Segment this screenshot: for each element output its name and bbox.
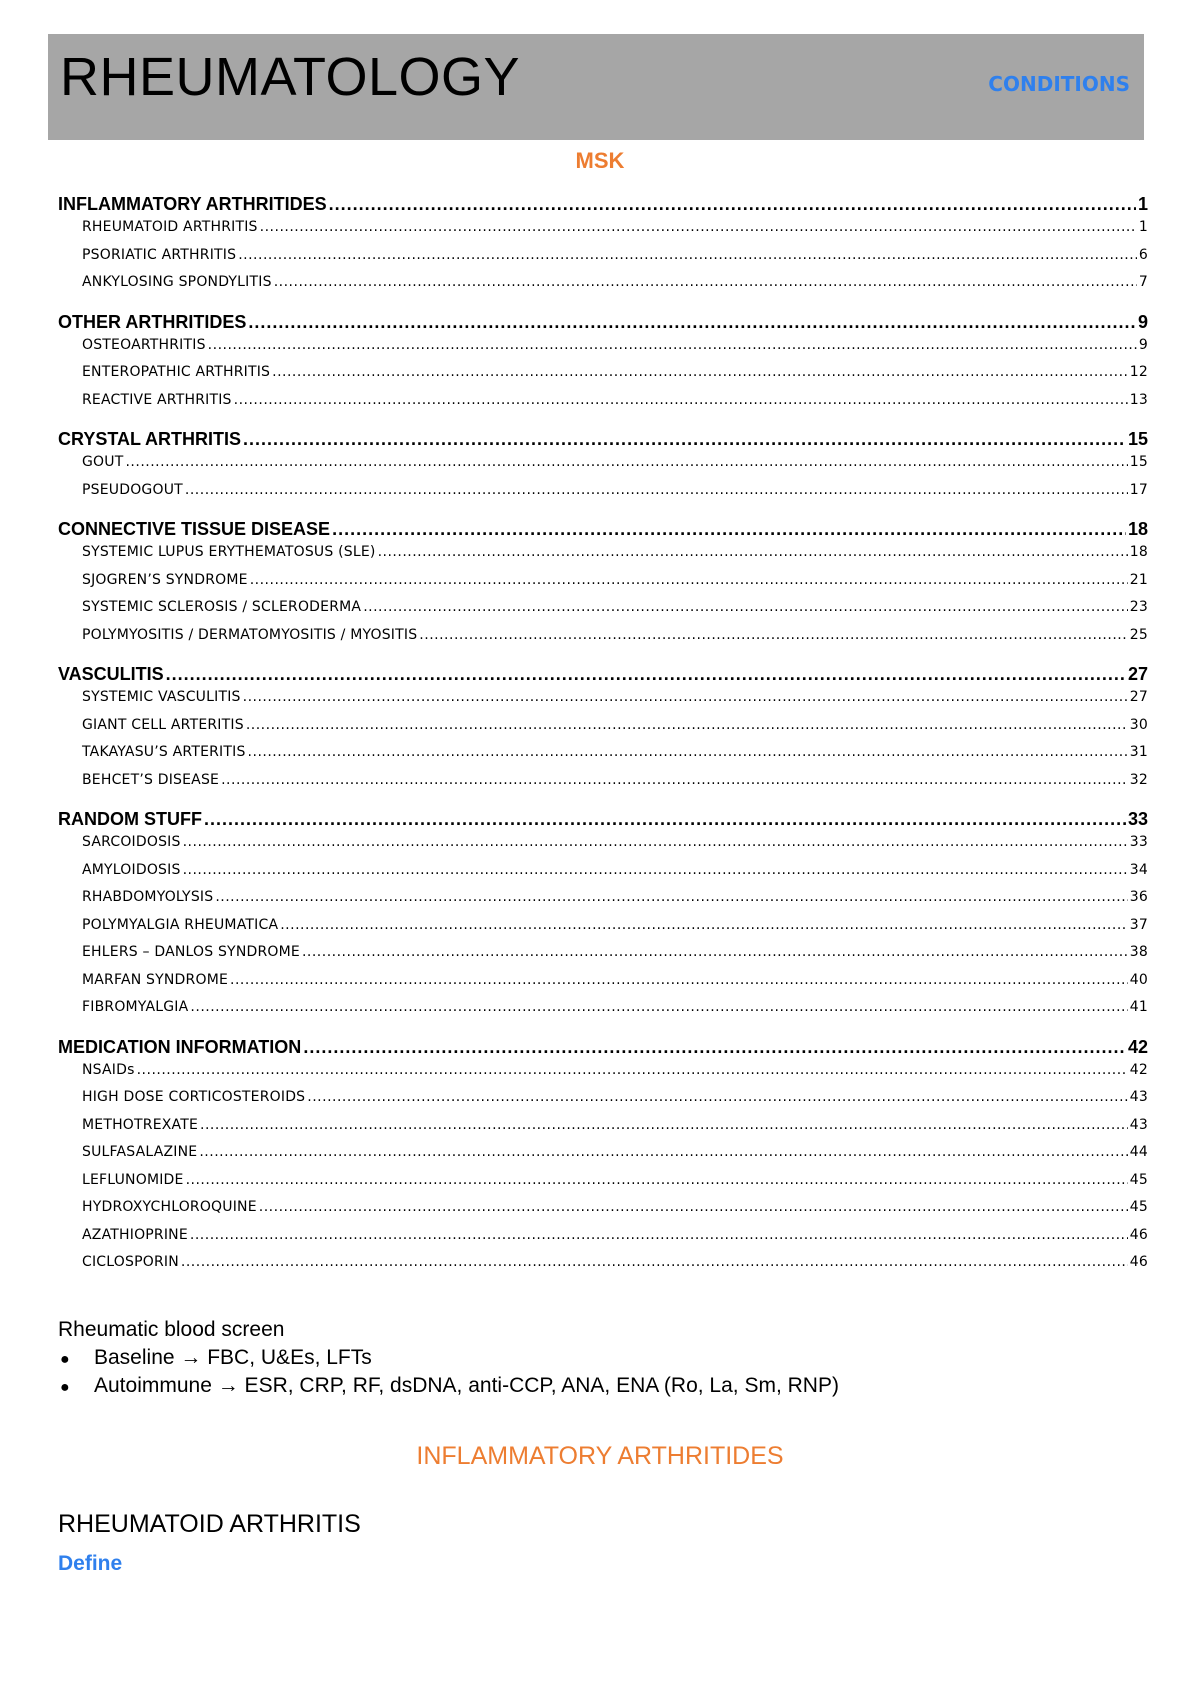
toc-section-entry[interactable] <box>58 312 1148 337</box>
toc-entry-page-number: 12 <box>1129 364 1148 380</box>
toc-entry-label: PSEUDOGOUT <box>82 481 183 498</box>
dot-leader <box>230 972 1128 988</box>
section-heading: INFLAMMATORY ARTHRITIDES <box>416 1442 784 1470</box>
toc-entry-label: GIANT CELL ARTERITIS <box>82 716 244 733</box>
toc-entry[interactable] <box>58 862 1148 890</box>
dot-leader <box>259 1199 1128 1215</box>
dot-leader <box>243 429 1126 450</box>
dot-leader <box>185 482 1128 498</box>
toc-entry-label: SULFASALAZINE <box>82 1144 198 1160</box>
toc-entry[interactable] <box>58 274 1148 302</box>
toc-group <box>58 664 1148 799</box>
toc-entry[interactable] <box>58 1089 1148 1117</box>
toc-section-entry-label: CRYSTAL ARTHRITIS <box>58 429 241 449</box>
toc-entry[interactable] <box>58 689 1148 717</box>
toc-entry[interactable] <box>58 627 1148 655</box>
toc-group <box>58 1037 1148 1282</box>
toc-entry[interactable] <box>58 219 1148 247</box>
toc-entry-label: ENTEROPATHIC ARTHRITIS <box>82 364 271 380</box>
list-item-text: Baseline → FBC, U&Es, LFTs <box>94 1346 372 1369</box>
toc-section-entry-label: OTHER ARTHRITIDES <box>58 311 247 332</box>
toc-entry-label: OSTEOARTHRITIS <box>82 336 206 353</box>
toc-entry-page-number: 45 <box>1129 1171 1148 1188</box>
dot-leader <box>250 572 1128 588</box>
toc-entry[interactable] <box>58 247 1148 275</box>
toc-entry-label: LEFLUNOMIDE <box>82 1171 184 1188</box>
toc-entry[interactable] <box>58 972 1148 1000</box>
dot-leader <box>166 664 1126 685</box>
dot-leader <box>234 392 1128 408</box>
toc-section-entry-page-number: 9 <box>1137 311 1148 332</box>
dot-leader <box>260 219 1137 235</box>
toc-entry-page-number: 45 <box>1129 1199 1148 1215</box>
dot-leader <box>248 744 1128 760</box>
toc-entry-label: HIGH DOSE CORTICOSTEROIDS <box>82 1089 306 1105</box>
dot-leader <box>125 454 1127 470</box>
dot-leader <box>183 862 1128 878</box>
toc-section-entry-page-number: 1 <box>1137 194 1148 214</box>
document-title: RHEUMATOLOGY <box>60 47 521 107</box>
dot-leader <box>186 1172 1128 1188</box>
toc-entry-page-number: 6 <box>1138 246 1148 263</box>
toc-section-entry[interactable] <box>58 194 1148 219</box>
toc-entry-page-number: 27 <box>1129 689 1148 705</box>
toc-entry-page-number: 1 <box>1138 219 1148 235</box>
toc-entry-page-number: 43 <box>1129 1116 1148 1133</box>
toc-entry-label: RHABDOMYOLYSIS <box>82 889 214 905</box>
toc-entry-label: RHEUMATOID ARTHRITIS <box>82 219 258 235</box>
dot-leader <box>215 889 1127 905</box>
toc-entry[interactable] <box>58 999 1148 1027</box>
toc-entry-page-number: 40 <box>1129 971 1148 988</box>
toc-entry[interactable] <box>58 364 1148 392</box>
toc-entry-page-number: 17 <box>1129 481 1148 498</box>
toc-entry[interactable] <box>58 917 1148 945</box>
toc-section-entry-page-number: 27 <box>1127 664 1148 684</box>
dot-leader <box>190 1227 1128 1243</box>
toc-entry-page-number: 33 <box>1129 834 1148 850</box>
toc-entry-page-number: 23 <box>1129 599 1148 615</box>
dot-leader <box>200 1117 1128 1133</box>
toc-entry[interactable] <box>58 1144 1148 1172</box>
toc-entry-page-number: 9 <box>1138 336 1148 353</box>
dot-leader <box>183 834 1128 850</box>
toc-entry-label: SYSTEMIC LUPUS ERYTHEMATOSUS (SLE) <box>82 544 376 560</box>
toc-entry[interactable] <box>58 482 1148 510</box>
subsection-heading: RHEUMATOID ARTHRITIS <box>58 1510 361 1538</box>
list-item-text: Autoimmune → ESR, CRP, RF, dsDNA, anti-CCP, ANA, ENA (Ro, La, Sm, RNP) <box>94 1374 839 1397</box>
toc-entry[interactable] <box>58 1254 1148 1282</box>
define-label: Define <box>58 1552 123 1575</box>
dot-leader <box>238 247 1137 263</box>
toc-entry-label: METHOTREXATE <box>82 1116 199 1133</box>
toc-group <box>58 809 1148 1027</box>
toc-section-entry-page-number: 18 <box>1127 519 1148 539</box>
dot-leader <box>302 944 1128 960</box>
toc-entry-label: GOUT <box>82 454 124 470</box>
dot-leader <box>419 627 1127 643</box>
dot-leader <box>280 917 1128 933</box>
blood-screen-section <box>58 1318 1148 1402</box>
toc-entry-page-number: 46 <box>1129 1254 1148 1270</box>
toc-entry-label: ANKYLOSING SPONDYLITIS <box>82 274 272 290</box>
toc-entry-page-number: 37 <box>1129 916 1148 933</box>
blood-screen-list <box>58 1346 1148 1402</box>
dot-leader <box>204 809 1126 830</box>
toc-entry[interactable] <box>58 337 1148 365</box>
toc-entry[interactable] <box>58 1062 1148 1090</box>
toc-entry[interactable] <box>58 1199 1148 1227</box>
toc-entry-page-number: 7 <box>1138 274 1148 290</box>
toc-entry[interactable] <box>58 572 1148 600</box>
toc-section-entry-page-number: 42 <box>1127 1036 1148 1057</box>
dot-leader <box>221 772 1128 788</box>
toc-entry-page-number: 18 <box>1129 544 1148 560</box>
toc-entry-page-number: 25 <box>1129 626 1148 643</box>
toc-entry-label: PSORIATIC ARTHRITIS <box>82 246 237 263</box>
dot-leader <box>243 689 1128 705</box>
toc-entry-page-number: 41 <box>1129 999 1148 1015</box>
dot-leader <box>332 519 1126 540</box>
bullet-icon: ● <box>60 1351 70 1368</box>
dot-leader <box>208 337 1137 353</box>
toc-entry[interactable] <box>58 599 1148 627</box>
toc-section-entry-page-number: 15 <box>1127 429 1148 449</box>
toc-entry-label: NSAIDs <box>82 1061 135 1078</box>
blood-screen-title: Rheumatic blood screen <box>58 1318 285 1341</box>
toc-group <box>58 194 1148 302</box>
toc-entry[interactable] <box>58 772 1148 800</box>
dot-leader <box>248 312 1136 333</box>
toc-section-entry[interactable] <box>58 429 1148 454</box>
dot-leader <box>181 1254 1128 1270</box>
toc-section-entry-label: INFLAMMATORY ARTHRITIDES <box>58 194 327 214</box>
toc-entry[interactable] <box>58 717 1148 745</box>
dot-leader <box>307 1089 1128 1105</box>
title-banner <box>48 34 1144 140</box>
toc-entry-label: BEHCET’S DISEASE <box>82 771 220 788</box>
toc-entry-label: AZATHIOPRINE <box>82 1226 188 1243</box>
dot-leader <box>363 599 1128 615</box>
toc-entry[interactable] <box>58 1172 1148 1200</box>
toc-entry[interactable] <box>58 744 1148 772</box>
list-item <box>58 1374 1148 1402</box>
dot-leader <box>274 274 1137 290</box>
toc-entry-label: POLYMYOSITIS / DERMATOMYOSITIS / MYOSITIS <box>82 626 418 643</box>
toc-entry[interactable] <box>58 392 1148 420</box>
dot-leader <box>199 1144 1127 1160</box>
toc-entry-label: HYDROXYCHLOROQUINE <box>82 1199 257 1215</box>
toc-section-entry[interactable] <box>58 519 1148 544</box>
toc-section-entry-label: MEDICATION INFORMATION <box>58 1036 302 1057</box>
dot-leader <box>272 364 1128 380</box>
toc-entry-page-number: 15 <box>1129 454 1148 470</box>
toc-entry-label: AMYLOIDOSIS <box>82 861 181 878</box>
toc-group <box>58 519 1148 654</box>
toc-entry-label: SYSTEMIC SCLEROSIS / SCLERODERMA <box>82 599 362 615</box>
toc-entry-label: SARCOIDOSIS <box>82 834 181 850</box>
toc-entry-page-number: 32 <box>1129 771 1148 788</box>
toc-entry[interactable] <box>58 944 1148 972</box>
dot-leader <box>329 194 1136 215</box>
toc-entry-page-number: 43 <box>1129 1089 1148 1105</box>
dot-leader <box>303 1037 1126 1058</box>
toc-entry-label: EHLERS – DANLOS SYNDROME <box>82 944 300 960</box>
toc-section-entry-page-number: 33 <box>1127 809 1148 829</box>
toc-entry-label: SYSTEMIC VASCULITIS <box>82 689 241 705</box>
toc-entry[interactable] <box>58 544 1148 572</box>
msk-heading: MSK <box>575 148 625 173</box>
toc-section-entry-label: VASCULITIS <box>58 664 164 684</box>
toc-entry-label: CICLOSPORIN <box>82 1254 179 1270</box>
toc-section-entry-label: RANDOM STUFF <box>58 809 202 829</box>
toc-entry-page-number: 34 <box>1129 861 1148 878</box>
bullet-icon: ● <box>60 1379 70 1396</box>
toc-section-entry[interactable] <box>58 1037 1148 1062</box>
toc-entry-page-number: 21 <box>1129 571 1148 588</box>
toc-section-entry[interactable] <box>58 664 1148 689</box>
toc-entry-label: REACTIVE ARTHRITIS <box>82 391 232 408</box>
toc-entry-page-number: 13 <box>1129 391 1148 408</box>
toc-entry[interactable] <box>58 834 1148 862</box>
toc-entry-label: POLYMYALGIA RHEUMATICA <box>82 916 279 933</box>
toc-entry-label: SJOGREN’S SYNDROME <box>82 571 248 588</box>
toc-group <box>58 429 1148 509</box>
toc-entry-label: FIBROMYALGIA <box>82 999 189 1015</box>
dot-leader <box>378 544 1128 560</box>
toc-entry-page-number: 46 <box>1129 1226 1148 1243</box>
toc-section-entry[interactable] <box>58 809 1148 834</box>
list-item <box>58 1346 1148 1374</box>
toc-entry-page-number: 38 <box>1129 944 1148 960</box>
dot-leader <box>246 717 1128 733</box>
toc-entry-page-number: 31 <box>1129 744 1148 760</box>
toc-entry-label: MARFAN SYNDROME <box>82 971 229 988</box>
toc-entry-page-number: 36 <box>1129 889 1148 905</box>
category-tag: CONDITIONS <box>988 72 1130 96</box>
toc-entry[interactable] <box>58 454 1148 482</box>
toc-section-entry-label: CONNECTIVE TISSUE DISEASE <box>58 519 331 539</box>
dot-leader <box>190 999 1127 1015</box>
toc-entry[interactable] <box>58 1227 1148 1255</box>
table-of-contents <box>58 194 1148 1292</box>
toc-entry-page-number: 44 <box>1129 1144 1148 1160</box>
toc-entry-page-number: 42 <box>1129 1061 1148 1078</box>
toc-entry-page-number: 30 <box>1129 716 1148 733</box>
toc-entry[interactable] <box>58 1117 1148 1145</box>
dot-leader <box>137 1062 1128 1078</box>
toc-entry-label: TAKAYASU’S ARTERITIS <box>82 744 246 760</box>
toc-entry[interactable] <box>58 889 1148 917</box>
toc-group <box>58 312 1148 420</box>
